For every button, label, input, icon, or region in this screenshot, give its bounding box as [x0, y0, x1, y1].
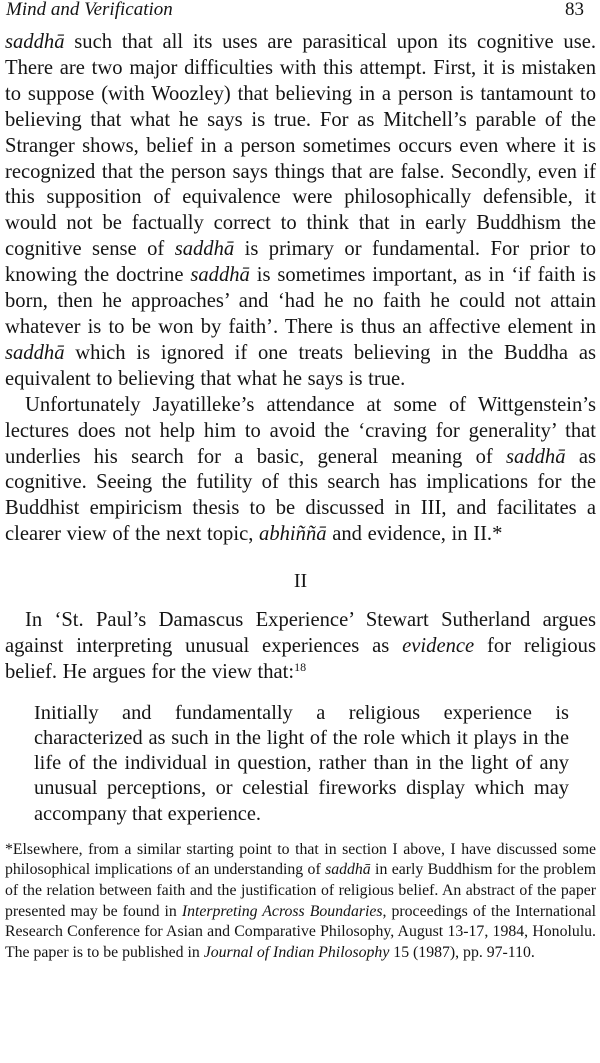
paragraph-text: and evidence, in II.* — [326, 523, 503, 546]
body-paragraph-1 — [5, 30, 596, 393]
running-title: Mind and Verification — [6, 0, 173, 20]
paragraph-text: which is ignored if one treats believing in the Buddha as equivalent to believing that what he says is true. — [5, 341, 596, 390]
publication-title: Interpreting Across Boundaries — [181, 902, 383, 920]
journal-title: Journal of Indian Philosophy — [203, 943, 390, 961]
term-saddha: saddhā — [325, 861, 371, 879]
paragraph-text: such that all its uses are parasitical upon its cognitive use. There are two major difficulties with this attempt. First, it is mistaken to suppose (with Woozley) that believing in a person is tantamount to believing that what he says is true. For as Mitchell’s parable of the Stranger shows, belief in a person sometimes occurs even where it is recognized that the person says things that are false. Secondly, even if this supposition of equivalence were philosophically defensible, it would not be factually correct to think that in early Buddhism the cognitive sense of — [5, 31, 596, 261]
page-number: 83 — [565, 0, 584, 20]
paragraph-text: In ‘St. Paul’s Damascus Experience’ Stewart Sutherland argues against interpreting unusual experiences as — [5, 609, 596, 658]
emphasis-evidence: evidence — [402, 635, 475, 658]
term-saddha: saddhā — [5, 31, 65, 53]
paragraph-text: Unfortunately Jayatilleke’s attendance at some of Wittgenstein’s lectures does not help him to avoid the ‘craving for generality’ that underlies his search for a basic, general meaning of — [5, 393, 596, 468]
term-saddha: saddhā — [506, 445, 566, 468]
paragraph-text: as cognitive. Seeing the futility of this search has implications for the Buddhist empiricism thesis to be discussed in III, and facilitates a clearer view of the next topic, — [5, 445, 596, 546]
term-saddha: saddhā — [174, 238, 235, 261]
term-abhinna: abhiññā — [259, 523, 327, 546]
running-header — [5, 0, 596, 30]
paragraph-text: is sometimes important, as in ‘if faith is born, then he approaches’ and ‘had he no faith he could not attain whatever is to be won by faith’. There is thus an affective element in — [5, 264, 596, 338]
term-saddha: saddhā — [190, 264, 250, 287]
paragraph-text: for religious belief. He argues for the view that: — [5, 635, 596, 683]
body-paragraph-2 — [5, 393, 596, 548]
footnote-text: , proceedings of the International Research Conference for Asian and Comparative Philosophy, August 13-17, 1984, Honolulu. The paper is to be published in — [5, 902, 597, 961]
section-heading: II — [293, 570, 308, 593]
paragraph-text: is primary or fundamental. For prior to knowing the doctrine — [5, 238, 596, 287]
footnote-text: in early Buddhism for the problem of the relation between faith and the justification of religious belief. An abstract of the paper presented may be found in — [5, 861, 596, 920]
body-paragraph-3 — [5, 608, 596, 686]
term-saddha: saddhā — [5, 341, 65, 364]
footnote — [5, 840, 596, 964]
block-quote: Initially and fundamentally a religious experience is characterized as such in the light of the role which it plays in the life of the individual in question, rather than in the light of any unusual perceptions, or celestial fireworks display which may accompany that experience. — [34, 701, 569, 825]
footnote-text: *Elsewhere, from a similar starting point to that in section I above, I have discussed some philosophical implications of an understanding of — [5, 840, 596, 879]
footnote-text: 15 (1987), pp. 97-110. — [389, 943, 535, 961]
footnote-reference: 18 — [294, 659, 307, 674]
